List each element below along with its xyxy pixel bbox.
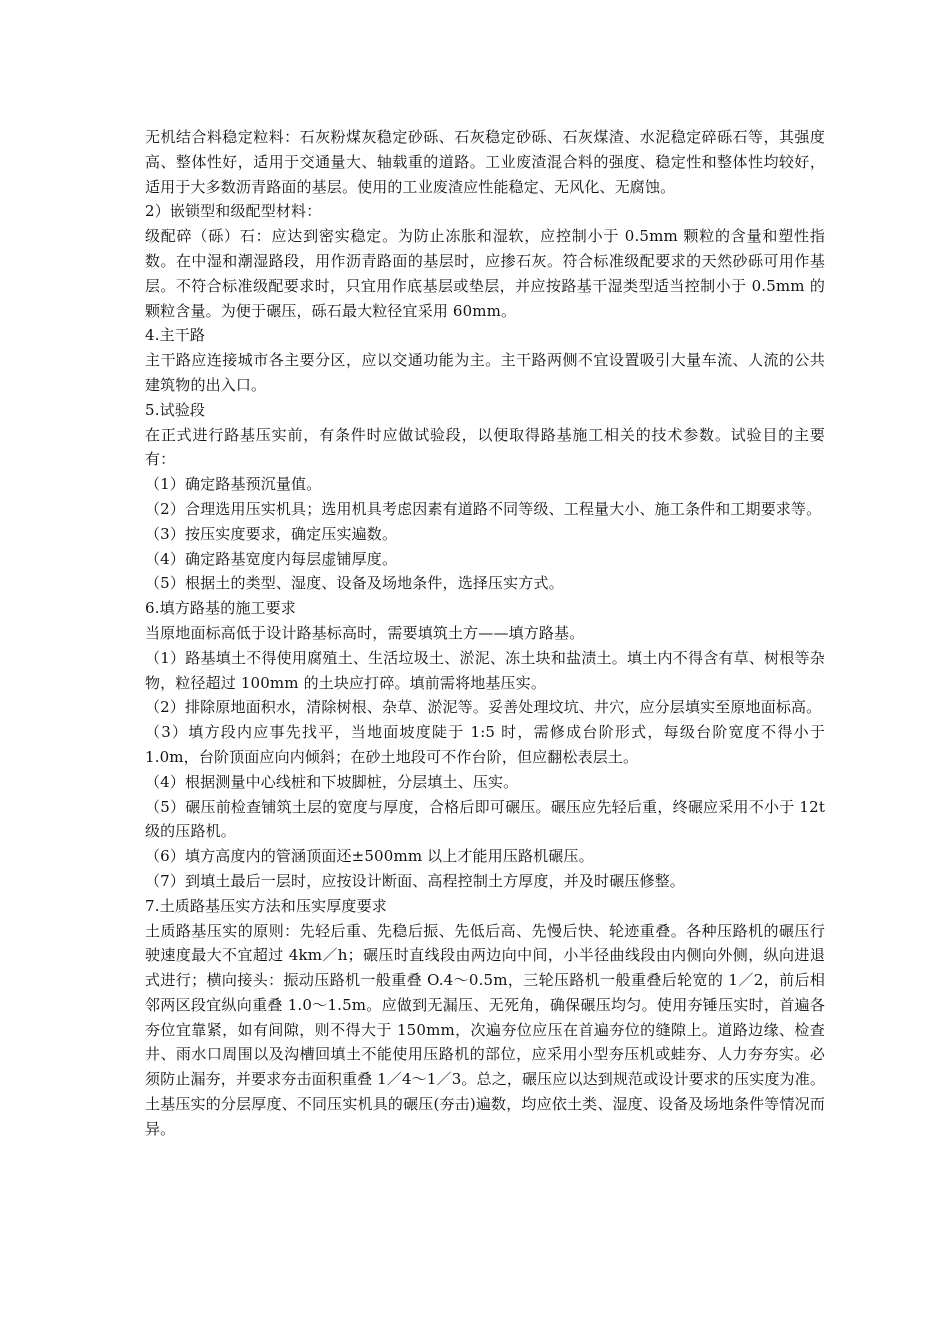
list-item: （3）填方段内应事先找平，当地面坡度陡于 1:5 时，需修成台阶形式，每级台阶宽度不得小于 1.0m，台阶顶面应向内倾斜；在砂土地段可不作台阶，但应翻松表层土。 <box>145 723 825 766</box>
paragraph-test-section: 在正式进行路基压实前，有条件时应做试验段，以便取得路基施工相关的技术参数。试验目的主要有： <box>145 425 825 469</box>
heading-fill-subgrade: 6.填方路基的施工要求 <box>145 599 296 618</box>
list-item: （5）碾压前检查铺筑土层的宽度与厚度，合格后即可碾压。碾压应先轻后重，终碾应采用不小于 12t 级的压路机。 <box>145 797 825 841</box>
list-item: （5）根据土的类型、湿度、设备及场地条件，选择压实方式。 <box>145 574 564 593</box>
paragraph-main-road: 主干路应连接城市各主要分区，应以交通功能为主。主干路两侧不宜设置吸引大量车流、人流的公共建筑物的出入口。 <box>145 351 825 394</box>
paragraph-inorganic-binder: 无机结合料稳定粒料：石灰粉煤灰稳定砂砾、石灰稳定砂砾、石灰煤渣、水泥稳定碎砾石等，其强度高、整体性好，适用于交通量大、轴载重的道路。工业废渣混合料的强度、稳定性和整体性均较好，适用于大多数沥青路面的基层。使用的工业废渣应性能稳定、无风化、无腐蚀。 <box>145 128 825 196</box>
document-body <box>145 125 825 1142</box>
heading-compaction-method: 7.土质路基压实方法和压实厚度要求 <box>145 896 387 915</box>
list-item: （7）到填土最后一层时，应按设计断面、高程控制土方厚度，并及时碾压修整。 <box>145 871 685 890</box>
heading-main-road: 4.主干路 <box>145 326 206 345</box>
heading-test-section: 5.试验段 <box>145 400 206 419</box>
paragraph-graded-gravel: 级配碎（砾）石：应达到密实稳定。为防止冻胀和湿软，应控制小于 0.5mm 颗粒的含量和塑性指数。在中湿和潮湿路段，用作沥青路面的基层时，应掺石灰。符合标准级配要求的天然砂砾可用作基层。不符合标准级配要求时，只宜用作底基层或垫层，并应按路基干湿类型适当控制小于 0.5mm 的颗粒含量。为便于碾压，砾石最大粒径宜采用 60mm。 <box>145 227 825 320</box>
list-item: （4）确定路基宽度内每层虚铺厚度。 <box>145 549 398 568</box>
list-item: （1）路基填土不得使用腐殖土、生活垃圾土、淤泥、冻土块和盐渍土。填土内不得含有草、树根等杂物，粒径超过 100mm 的土块应打碎。填前需将地基压实。 <box>145 648 825 692</box>
subheading-interlock-graded: 2）嵌锁型和级配型材料： <box>145 202 322 221</box>
list-item: （2）合理选用压实机具；选用机具考虑因素有道路不同等级、工程量大小、施工条件和工期要求等。 <box>145 499 822 518</box>
list-item: （2）排除原地面积水，清除树根、杂草、淤泥等。妥善处理坟坑、井穴，应分层填实至原地面标高。 <box>145 698 822 717</box>
list-item: （4）根据测量中心线桩和下坡脚桩，分层填土、压实。 <box>145 772 519 791</box>
paragraph-compaction-method: 土质路基压实的原则：先轻后重、先稳后振、先低后高、先慢后快、轮迹重叠。各种压路机的碾压行驶速度最大不宜超过 4km／h；碾压时直线段由两边向中间，小半径曲线段由内侧向外侧，纵向进退式进行；横向接头：振动压路机一般重叠 O.4～0.5m，三轮压路机一般重叠后轮宽的 1／2，前后相邻两区段宜纵向重叠 1.0～1.5m。应做到无漏压、无死角，确保碾压均匀。使用夯锤压实时，首遍各夯位宜靠紧，如有间隙，则不得大于 150mm，次遍夯位应压在首遍夯位的缝隙上。道路边缘、检查井、雨水口周围以及沟槽回填土不能使用压路机的部位，应采用小型夯压机或蛙夯、人力夯夯实。必须防止漏夯，并要求夯击面积重叠 1／4～1／3。总之，碾压应以达到规范或设计要求的压实度为准。土基压实的分层厚度、不同压实机具的碾压(夯击)遍数，均应依土类、湿度、设备及场地条件等情况而异。 <box>145 921 825 1138</box>
paragraph-fill-subgrade: 当原地面标高低于设计路基标高时，需要填筑土方——填方路基。 <box>145 623 585 642</box>
list-item: （3）按压实度要求，确定压实遍数。 <box>145 524 398 543</box>
list-item: （1）确定路基预沉量值。 <box>145 475 322 494</box>
list-item: （6）填方高度内的管涵顶面还±500mm 以上才能用压路机碾压。 <box>145 847 594 866</box>
